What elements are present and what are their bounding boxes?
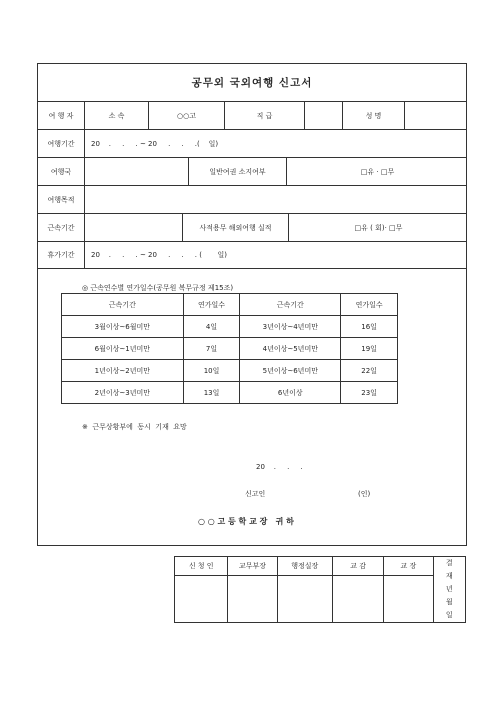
leave-days-table — [61, 293, 398, 404]
table-cell: 5년이상~6년미만 — [240, 360, 341, 382]
table-cell: 13일 — [183, 382, 240, 404]
service-row — [38, 214, 466, 242]
approval-table — [174, 556, 466, 623]
sign-box-vice-principal[interactable] — [333, 576, 384, 623]
leave-label: 휴가기간 — [47, 251, 75, 259]
work-record-note: ※ 근무상황부에 동시 기재 요망 — [82, 423, 187, 431]
table-row — [62, 338, 398, 360]
service-value[interactable] — [84, 214, 182, 241]
rank-value[interactable] — [304, 102, 342, 129]
table-cell: 6년이상 — [240, 382, 341, 404]
sign-box-applicant[interactable] — [175, 576, 228, 623]
form-title: 공무외 국외여행 신고서 — [38, 64, 466, 102]
approval-side-char: 재 — [445, 572, 453, 580]
prior-travel-value[interactable]: □유 ( 회)· □무 — [288, 214, 468, 241]
service-label: 근속기간 — [47, 223, 75, 232]
addressee: ○ ○ 고 등 학 교 장 귀 하 — [198, 517, 294, 526]
sign-box-principal[interactable] — [384, 576, 433, 623]
leave-table-caption: ◎ 근속연수별 연가일수(공무원 복무규정 제15조) — [82, 284, 234, 292]
prior-travel-label: 사적용무 해외여행 실적 — [182, 214, 288, 241]
table-cell: 6월이상~1년미만 — [62, 338, 184, 360]
purpose-label: 여행목적 — [47, 195, 75, 204]
table-cell: 4년이상~5년미만 — [240, 338, 341, 360]
table-cell: 22일 — [341, 360, 398, 382]
table-row — [62, 382, 398, 404]
approval-principal: 교 장 — [384, 557, 433, 576]
country-label: 여행국 — [50, 167, 72, 176]
name-label: 성 명 — [342, 102, 404, 129]
approval-admin-head: 행정실장 — [277, 557, 332, 576]
passport-value[interactable]: □유 · □무 — [286, 158, 468, 185]
traveler-label: 여 행 자 — [48, 111, 74, 120]
sign-box-academic-head[interactable] — [228, 576, 277, 623]
sign-box-admin-head[interactable] — [277, 576, 332, 623]
approval-academic-head: 교무부장 — [228, 557, 277, 576]
leave-row — [38, 242, 466, 269]
purpose-value[interactable] — [84, 186, 468, 213]
traveler-row — [38, 102, 466, 130]
header-days: 연가일수 — [183, 294, 240, 316]
seal-mark: (인) — [358, 490, 371, 498]
header-service: 근속기간 — [240, 294, 341, 316]
approval-side-char: 일 — [445, 611, 453, 619]
period-row — [38, 130, 466, 158]
period-value[interactable]: 20 . . . ~ 20 . . .( 일) — [84, 130, 468, 157]
approval-header-row — [175, 557, 466, 576]
table-cell: 1년이상~2년미만 — [62, 360, 184, 382]
passport-label: 일반여권 소지여부 — [188, 158, 286, 185]
purpose-row — [38, 186, 466, 214]
header-days: 연가일수 — [341, 294, 398, 316]
table-cell: 2년이상~3년미만 — [62, 382, 184, 404]
leave-value[interactable]: 20 . . . ~ 20 . . . ( 일) — [84, 242, 468, 268]
approval-side-label — [433, 557, 466, 623]
table-cell: 19일 — [341, 338, 398, 360]
affiliation-label: 소 속 — [84, 102, 148, 129]
table-cell: 4일 — [183, 316, 240, 338]
table-cell: 3년이상~4년미만 — [240, 316, 341, 338]
affiliation-value[interactable]: ○○고 — [148, 102, 224, 129]
country-value[interactable] — [84, 158, 188, 185]
table-cell: 23일 — [341, 382, 398, 404]
table-row — [62, 316, 398, 338]
approval-side-char: 년 — [445, 585, 453, 593]
table-cell: 7일 — [183, 338, 240, 360]
rank-label: 직 급 — [224, 102, 304, 129]
approval-side-char: 월 — [445, 598, 453, 606]
table-cell: 16일 — [341, 316, 398, 338]
approval-side-char: 결 — [445, 559, 453, 567]
table-header-row — [62, 294, 398, 316]
approval-vice-principal: 교 감 — [333, 557, 384, 576]
applicant-label: 신고인 — [245, 490, 266, 498]
table-cell: 10일 — [183, 360, 240, 382]
header-service: 근속기간 — [62, 294, 184, 316]
period-label: 여행기간 — [47, 139, 75, 148]
approval-sign-row — [175, 576, 466, 623]
table-cell: 3월이상~6월미만 — [62, 316, 184, 338]
name-value[interactable] — [404, 102, 468, 129]
approval-applicant: 신 청 인 — [175, 557, 228, 576]
country-row — [38, 158, 466, 186]
table-row — [62, 360, 398, 382]
report-date[interactable]: 20 . . . — [256, 463, 303, 471]
